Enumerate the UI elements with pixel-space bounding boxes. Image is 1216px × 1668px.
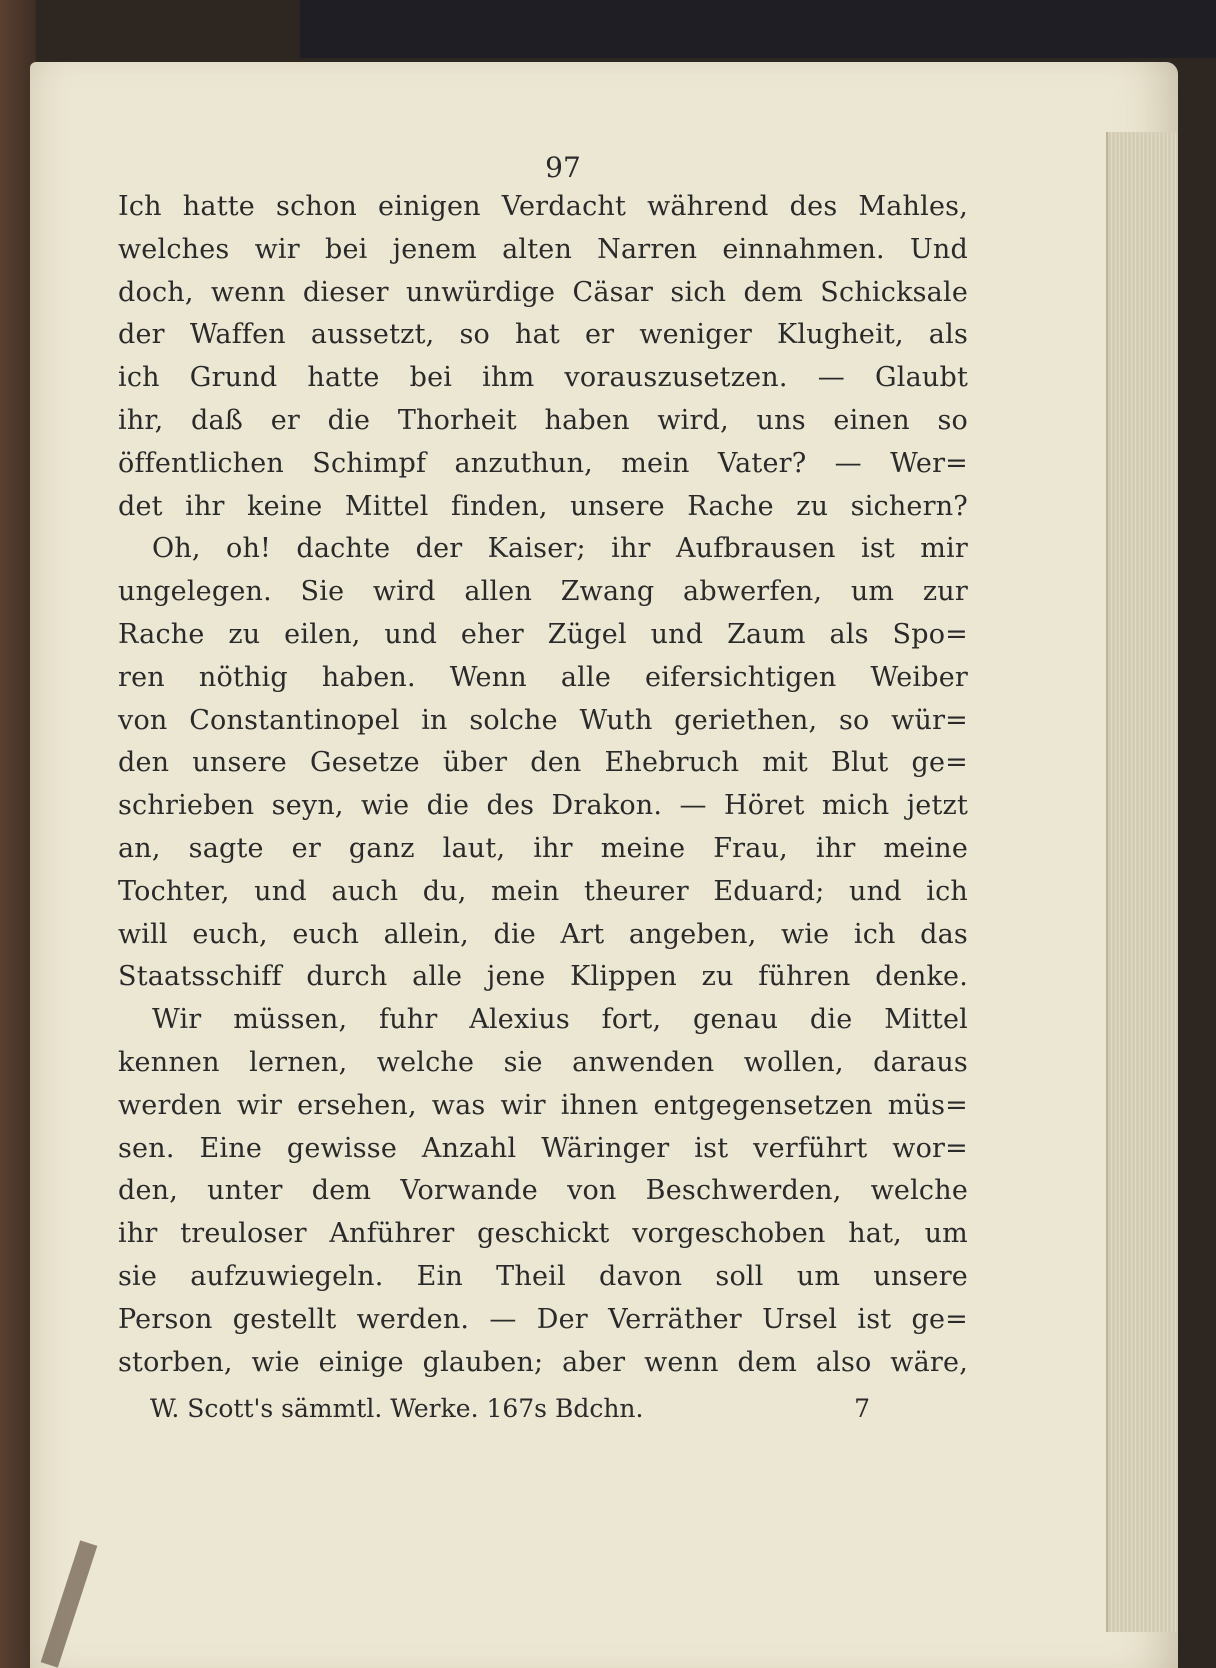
text-line: storben, wie einige glauben; aber wenn dem also wäre, [118,1346,968,1378]
text-line: Wir müssen, fuhr Alexius fort, genau die Mittel [152,1004,968,1036]
text-line: welches wir bei jenem alten Narren einnahmen. Und [118,233,968,265]
text-line: ihr treuloser Anführer geschickt vorgeschoben hat, um [118,1218,968,1250]
text-line: will euch, euch allein, die Art angeben, wie ich das [118,918,968,950]
text-line: Rache zu eilen, und eher Zügel und Zaum als Spo= [118,618,968,650]
text-line: der Waffen aussetzt, so hat er weniger Klugheit, als [118,319,968,351]
text-line: von Constantinopel in solche Wuth geriethen, so wür= [118,704,968,736]
text-line: schrieben seyn, wie die des Drakon. — Höret mich jetzt [118,790,968,822]
text-line: ungelegen. Sie wird allen Zwang abwerfen, um zur [118,576,968,608]
text-line: den, unter dem Vorwande von Beschwerden, welche [118,1175,968,1207]
text-line: Oh, oh! dachte der Kaiser; ihr Aufbrausen ist mir [152,533,968,565]
text-line: Person gestellt werden. — Der Verräther Ursel ist ge= [118,1303,968,1335]
text-line: det ihr keine Mittel finden, unsere Rache zu sichern? [118,490,968,522]
text-line: ihr, daß er die Thorheit haben wird, uns einen so [118,404,968,436]
text-line: Ich hatte schon einigen Verdacht während des Mahles, [118,191,968,222]
text-line: Staatsschiff durch alle jene Klippen zu führen denke. [118,961,968,993]
text-line: Tochter, und auch du, mein theurer Eduard; und ich [118,875,968,907]
page-number: 97 [545,151,581,184]
footer-signature [150,1394,870,1423]
text-lines [118,186,968,1384]
scan-background-strip [300,0,1216,58]
text-line: kennen lernen, welche sie anwenden wollen, daraus [118,1046,968,1078]
text-line: öffentlichen Schimpf anzuthun, mein Vater? — Wer= [118,447,968,479]
text-line: doch, wenn dieser unwürdige Cäsar sich dem Schicksale [118,276,968,308]
body-text [118,150,968,1384]
text-line: den unsere Gesetze über den Ehebruch mit Blut ge= [118,747,968,779]
page-edges [1106,132,1178,1632]
text-line: werden wir ersehen, was wir ihnen entgegensetzen müs= [118,1089,968,1121]
text-line: sie aufzuwiegeln. Ein Theil davon soll um unsere [118,1260,968,1292]
text-line: sen. Eine gewisse Anzahl Wäringer ist verführt wor= [118,1132,968,1164]
text-line: ich Grund hatte bei ihm vorauszusetzen. — Glaubt [118,362,968,394]
footer-signature-text: W. Scott's sämmtl. Werke. 167s Bdchn. [150,1394,644,1423]
text-line: an, sagte er ganz laut, ihr meine Frau, ihr meine [118,832,968,864]
text-line: ren nöthig haben. Wenn alle eifersichtigen Weiber [118,661,968,693]
signature-mark: 7 [854,1394,870,1423]
